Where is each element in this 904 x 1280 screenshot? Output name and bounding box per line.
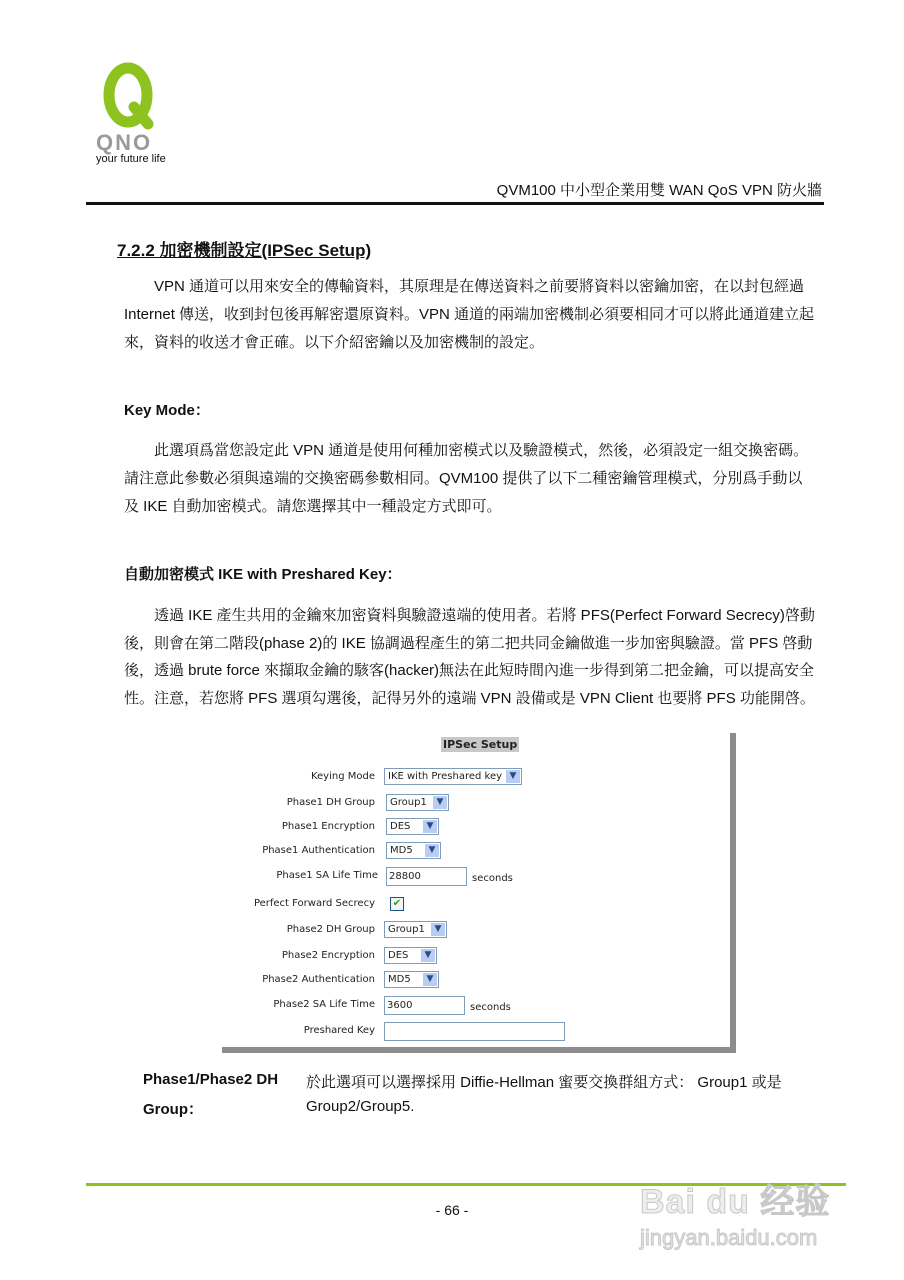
chevron-down-icon: ▼: [506, 770, 520, 783]
header-divider: [86, 202, 824, 205]
ike-line: 性。注意，若您將 PFS 選項勾選後，記得另外的遠端 VPN 設備或是 VPN Client 也要將 PFS 功能開啓。: [124, 690, 815, 707]
intro-line: 來，資料的收送才會正確。以下介紹密鑰以及加密機制的設定。: [124, 334, 545, 351]
phase1-encryption-label: Phase1 Encryption: [281, 821, 375, 832]
definition-term-line1: Phase1/Phase2 DH: [143, 1071, 279, 1088]
intro-line: Internet 傳送，收到封包後再解密還原資料。VPN 通道的兩端加密機制必須要相同才可以將此通道建立起: [124, 306, 815, 323]
phase2-dh-group-select[interactable]: [384, 921, 447, 938]
watermark-url: jingyan.baidu.com: [640, 1225, 818, 1250]
phase2-seconds-unit: seconds: [470, 1002, 511, 1013]
phase1-dh-group-label: Phase1 DH Group: [286, 797, 375, 808]
ike-line: 後，則會在第二階段(phase 2)的 IKE 協調過程產生的第二把共同金鑰做進一步加密與驗證。當 PFS 啓動: [124, 635, 813, 652]
page-number: - 66 -: [435, 1202, 469, 1218]
phase1-encryption-select[interactable]: [386, 818, 439, 835]
chevron-down-icon: ▼: [423, 820, 437, 833]
phase2-authentication-label: Phase2 Authentication: [262, 974, 375, 985]
phase1-authentication-label: Phase1 Authentication: [262, 845, 375, 856]
section-title: 7.2.2 加密機制設定(IPSec Setup): [117, 241, 372, 260]
key-mode-line: 此選項爲當您設定此 VPN 通道是使用何種加密模式以及驗證模式，然後，必須設定一組交換密碼。: [124, 442, 809, 459]
chevron-down-icon: ▼: [433, 796, 447, 809]
baidu-watermark: [640, 1150, 830, 1251]
definition-term-line2: Group：: [143, 1101, 203, 1118]
pfs-checkbox[interactable]: ✔: [390, 897, 404, 911]
phase1-sa-life-time-input[interactable]: 28800: [386, 867, 467, 886]
chevron-down-icon: ▼: [431, 923, 445, 936]
chevron-down-icon: ▼: [421, 949, 435, 962]
pfs-label: Perfect Forward Secrecy: [253, 898, 375, 909]
phase2-authentication-value: MD5: [388, 974, 411, 985]
keying-mode-select[interactable]: [384, 768, 522, 785]
phase1-authentication-select[interactable]: [386, 842, 441, 859]
chevron-down-icon: ▼: [425, 844, 439, 857]
phase2-dh-group-label: Phase2 DH Group: [286, 924, 375, 935]
phase1-seconds-unit: seconds: [472, 873, 513, 884]
chevron-down-icon: ▼: [423, 973, 437, 986]
definition-desc-line1: 於此選項可以選擇採用 Diffie-Hellman 蜜要交換群組方式： Group1 或是: [306, 1074, 782, 1091]
phase1-dh-group-value: Group1: [390, 797, 427, 808]
watermark-logo-text: Bai du 经验: [640, 1183, 831, 1221]
preshared-key-input[interactable]: [384, 1022, 565, 1041]
phase2-dh-group-value: Group1: [388, 924, 425, 935]
phase2-sa-life-time-input[interactable]: 3600: [384, 996, 465, 1015]
phase2-sa-life-time-label: Phase2 SA Life Time: [273, 999, 375, 1010]
phase1-authentication-value: MD5: [390, 845, 413, 856]
key-mode-line: 及 IKE 自動加密模式。請您選擇其中一種設定方式即可。: [124, 498, 502, 515]
phase2-encryption-label: Phase2 Encryption: [281, 950, 375, 961]
key-mode-heading: Key Mode：: [124, 402, 210, 419]
preshared-key-label: Preshared Key: [303, 1025, 375, 1036]
ike-heading: 自動加密模式 IKE with Preshared Key：: [124, 566, 402, 583]
phase1-sa-life-time-label: Phase1 SA Life Time: [276, 870, 378, 881]
svg-text:QNO: QNO: [96, 130, 153, 155]
keying-mode-label: Keying Mode: [310, 771, 375, 782]
ipsec-setup-title: IPSec Setup: [443, 738, 518, 751]
intro-line: VPN 通道可以用來安全的傳輸資料，其原理是在傳送資料之前要將資料以密鑰加密，在以封包經過: [124, 278, 805, 295]
header-product-title: QVM100 中小型企業用雙 WAN QoS VPN 防火牆: [496, 182, 822, 199]
phase2-encryption-value: DES: [388, 950, 409, 961]
ipsec-setup-screenshot: [222, 733, 736, 1053]
ike-line: 後，透過 brute force 來擷取金鑰的駭客(hacker)無法在此短時間內進一步得到第二把金鑰，可以提高安全: [124, 662, 815, 679]
phase2-encryption-select[interactable]: [384, 947, 437, 964]
keying-mode-value: IKE with Preshared key: [388, 771, 503, 782]
phase1-encryption-value: DES: [390, 821, 411, 832]
logo-tagline: your future life: [96, 153, 166, 165]
ike-line: 透過 IKE 產生共用的金鑰來加密資料與驗證遠端的使用者。若將 PFS(Perfect Forward Secrecy)啓動: [124, 607, 815, 624]
qno-logo: [96, 62, 186, 167]
definition-desc-line2: Group2/Group5.: [306, 1098, 415, 1115]
key-mode-line: 請注意此參數必須與遠端的交換密碼參數相同。QVM100 提供了以下二種密鑰管理模式，分別爲手動以: [124, 470, 803, 487]
phase2-authentication-select[interactable]: [384, 971, 439, 988]
phase1-dh-group-select[interactable]: [386, 794, 449, 811]
qno-logo-icon: [96, 62, 186, 162]
